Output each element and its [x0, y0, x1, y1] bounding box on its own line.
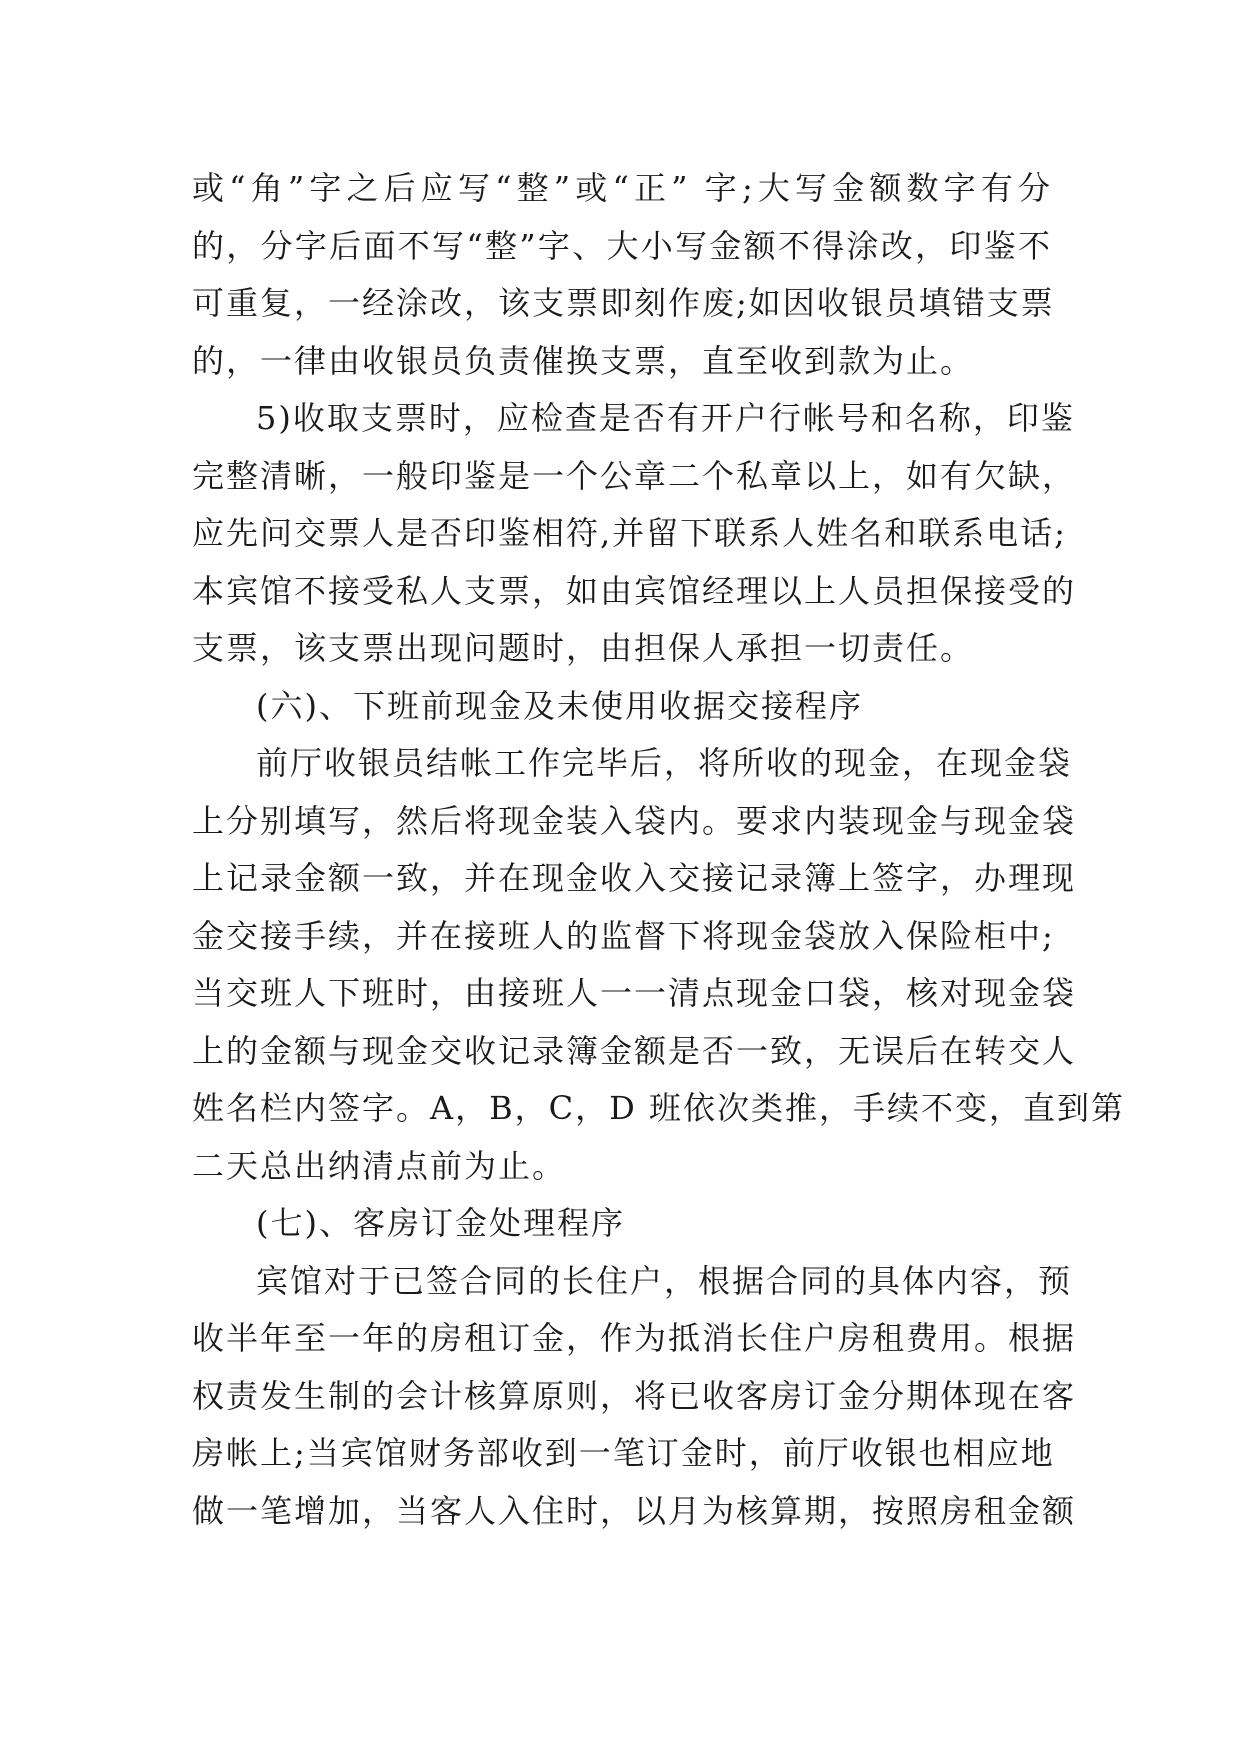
document-body [192, 160, 1125, 1540]
text-line: 上的金额与现金交收记录簿金额是否一致，无误后在转交人 [192, 1031, 1077, 1070]
text-line: 或“角”字之后应写“整”或“正” 字;大写金额数字有分 [192, 169, 1052, 207]
text-line: 宾馆对于已签合同的长住户，根据合同的具体内容，预 [256, 1261, 1073, 1300]
text-line: (六)、下班前现金及未使用收据交接程序 [256, 686, 863, 725]
text-line: 的，一律由收银员负责催换支票，直至收到款为止。 [192, 341, 975, 380]
text-line: 5)收取支票时，应检查是否有开户行帐号和名称，印鉴 [256, 399, 1075, 437]
text-line: 上分别填写，然后将现金装入袋内。要求内装现金与现金袋 [192, 801, 1077, 840]
text-line: (七)、客房订金处理程序 [256, 1204, 625, 1242]
text-line: 收半年至一年的房租订金，作为抵消长住户房租费用。根据 [192, 1319, 1077, 1357]
text-line: 支票，该支票出现问题时，由担保人承担一切责任。 [192, 629, 975, 667]
text-line: 金交接手续，并在接班人的监督下将现金袋放入保险柜中; [192, 916, 1055, 955]
text-line: 完整清晰，一般印鉴是一个公章二个私章以上，如有欠缺， [192, 456, 1077, 495]
text-line: 当交班人下班时，由接班人一一清点现金口袋，核对现金袋 [192, 974, 1077, 1012]
text-line: 应先问交票人是否印鉴相符,并留下联系人姓名和联系电话; [192, 514, 1067, 552]
text-line: 权责发生制的会计核算原则，将已收客房订金分期体现在客 [192, 1376, 1077, 1415]
text-line: 姓名栏内签字。A，B，C，D 班依次类推，手续不变，直到第 [192, 1089, 1125, 1127]
text-line: 房帐上;当宾馆财务部收到一笔订金时，前厅收银也相应地 [192, 1434, 1055, 1472]
text-line: 上记录金额一致，并在现金收入交接记录簿上签字，办理现 [192, 859, 1077, 897]
text-line: 前厅收银员结帐工作完毕后，将所收的现金，在现金袋 [256, 744, 1073, 782]
text-line: 可重复，一经涂改，该支票即刻作废;如因收银员填错支票 [192, 284, 1055, 322]
text-line: 二天总出纳清点前为止。 [192, 1146, 567, 1185]
text-line: 本宾馆不接受私人支票，如由宾馆经理以上人员担保接受的 [192, 571, 1077, 610]
text-line: 的，分字后面不写“整”字、大小写金额不得涂改，印鉴不 [192, 226, 1052, 265]
text-line: 做一笔增加，当客人入住时，以月为核算期，按照房租金额 [192, 1491, 1077, 1530]
